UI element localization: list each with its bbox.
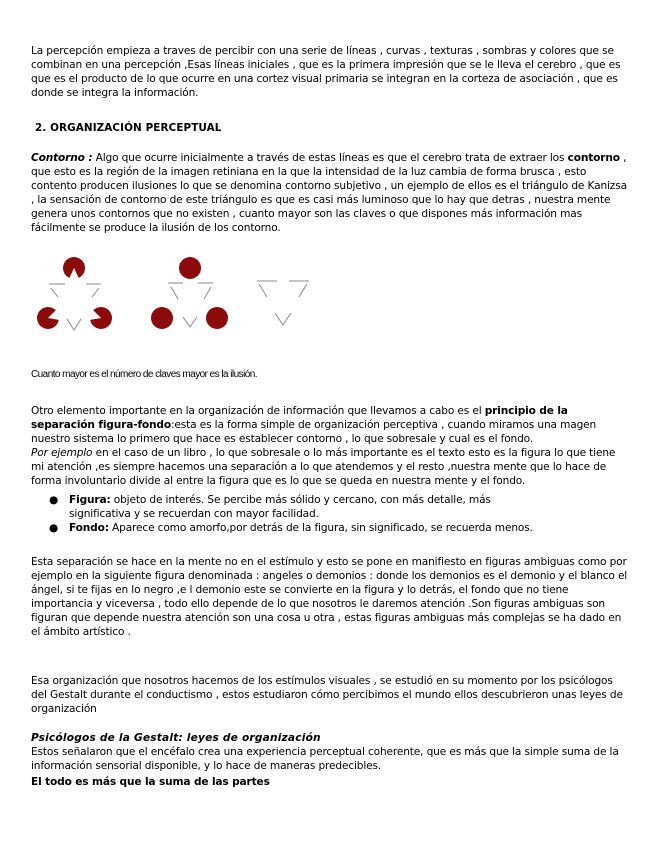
figura-fondo-principle: principio de la separación figura-fondo [31,405,568,431]
bullet-dot: ● [49,521,59,534]
closing-statement: El todo es más que la suma de las partes [31,776,270,788]
outline-corner [171,287,178,299]
outline-corner [204,287,211,299]
contorno-text-b: , que esto es la región de la imagen retiniana en la que la intensidad de la luz cambia de forma brusca , esto contento producen ilusiones lo que se denomina contorno subjetivo , un ejemplo de ellos es el triángulo de Kanizsa , la sensación de contorno de este triángulo es que es casi más luminoso que lo hay que detras , nuestra mente genera unos contornos que no existen , cuanto mayor son las claves o que dispones más información mas fácilmente se produce la ilusión de los contorno. [31,152,627,234]
list-item-term: Fondo: [69,521,109,534]
por-ejemplo-label: Por ejemplo [31,446,93,459]
full-disk [151,307,173,329]
full-disk [206,307,228,329]
figura-fondo-paragraph [31,405,631,488]
intro-paragraph: La percepción empieza a traves de percibir con una serie de líneas , curvas , texturas , sombras y colores que se combinan en una percepción ,Esas líneas iniciales , que es la primera impresión que se le lleva el cerebro , que es que es el producto de lo que ocurre en una cortez visual primaria se integran en la corteza de asociación , que es donde se integra la información. [31,45,621,99]
outline-corner [275,313,291,325]
kanizsa-triangle-1 [37,257,112,330]
outline-corner [92,288,99,297]
outline-corner [67,319,81,330]
ambiguous-figures-paragraph: Esta separación se hace en la mente no en el estímulo y esto se pone en manifiesto en figuras ambiguas como por ejemplo en la siguiente figura denominada : angeles o demonios : donde los demonios es el demonio y el blanco el ángel, si te fijas en lo negro ,e l demonio este se convierte en la figura y lo detrás, el fondo que no tiene importancia y viceversa , todo ello depende de lo que nosotros le daremos atención .Son figuras ambiguas son figuran que depende nuestra atención son una cosa u otra , estas figuras ambiguas más complejas se ha dado en el ámbito artístico . [31,556,628,638]
contorno-paragraph [31,152,631,235]
list-item-term: Figura: [69,494,111,506]
list-item [31,522,539,536]
kanizsa-svg [31,257,331,337]
figure-caption: Cuanto mayor es el número de claves mayor es la ilusión. [31,369,257,380]
contorno-text-a: Algo que ocurre inicialmente a través de estas líneas es que el cerebro trata de extraer los [92,152,568,164]
section-heading-organizacion: 2. ORGANIZACIÓN PERCEPTUAL [35,122,222,134]
contorno-label: Contorno : [31,152,93,164]
list-item-text: Aparece como amorfo,por detrás de la figura, sin significado, se recuerda menos. [108,521,533,534]
kanizsa-figure [31,257,331,337]
bullet-dot: ● [49,494,59,506]
outline-corner [259,284,267,297]
gestalt-paragraph: Estos señalaron que el encéfalo crea una experiencia perceptual coherente, que es más que la simple suma de la información sensorial disponible, y lo hace de maneras predecibles. [31,746,619,772]
full-disk [179,257,201,279]
outline-corner [51,288,58,297]
list-item [31,494,539,522]
kanizsa-triangle-2 [151,257,228,329]
kanizsa-triangle-3 [257,281,309,325]
figura-fondo-list [31,494,631,536]
figura-fondo-text-b: :esta es la forma simple de organización perceptiva , cuando miramos una magen nuestro sistema lo primero que hace es establecer contorno , lo que sobresale y cual es el fondo. [31,418,597,445]
list-item-text: objeto de interés. Se percibe más sólido y cercano, con más detalle, más significativa y se recuerdan con mayor facilidad. [69,494,491,520]
gestalt-heading: Psicólogos de la Gestalt: leyes de organización [31,732,321,744]
full-disk [157,288,167,298]
outline-corner [183,317,197,327]
gestalt-intro-paragraph: Esa organización que nosotros hacemos de los estímulos visuales , se estudió en su momento por los psicólogos del Gestalt durante el conductismo , estos estudiaron cómo percibimos el mundo ellos descubrieron unas leyes de organización [31,675,623,715]
figura-fondo-text-c: en el caso de un libro , lo que sobresale o lo más importante es el texto esto es la figura lo que tiene mi atención ,es siempre hacemos una separación a lo que atendemos y el resto ,nuestra mente que lo hace de forma involuntario divide al entre la figura que es lo que se queda en nuestra mente y el fondo. [31,446,616,487]
contorno-bold-word: contorno [567,152,620,164]
figura-fondo-text-a: Otro elemento importante en la organización de información que llevamos a cabo es el [31,405,485,417]
outline-corner [299,284,307,297]
